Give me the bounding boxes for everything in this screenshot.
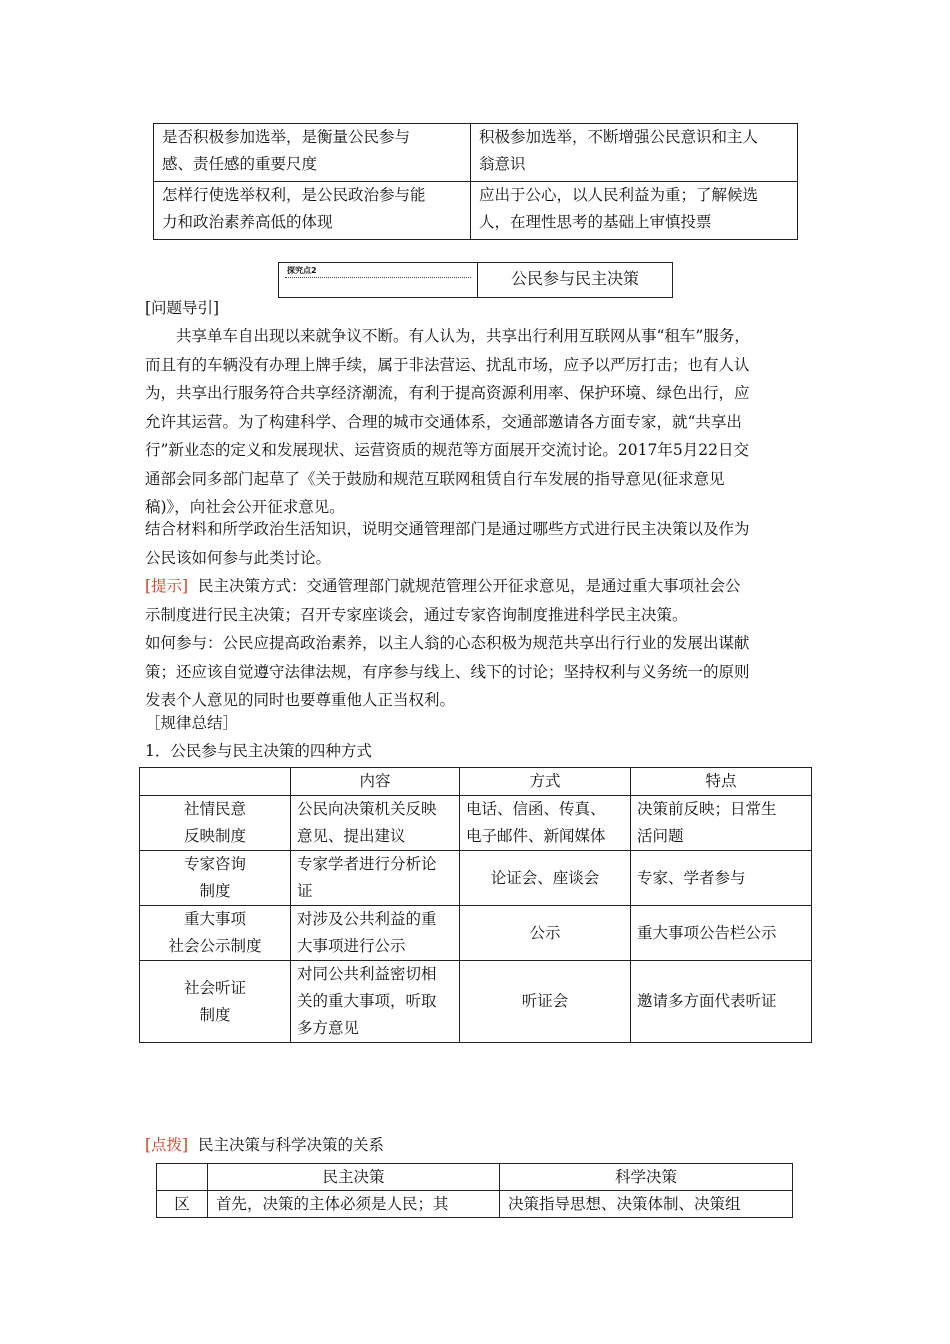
- relation-table: [156, 1163, 793, 1218]
- story-paragraph: 共享单车自出现以来就争议不断。有人认为，共享出行利用互联网从事“租车”服务， 而且有的车辆没有办理上牌手续，属于非法营运、扰乱市场，应予以严厉打击；也有人认 为，共享出行服务符合共享经济潮流，有利于提高资源利用率、保护环境、绿色出行，应 允许其运营。为了构建科学、合理的城市交通体系，交通部邀请各方面专家，就“共享出 行”新业态的定义和发展现状、运营资质的规范等方面展开交流讨论。2017年5月22日交 通部会同多部门起草了《关于鼓励和规范互联网租赁自行车发展的指导意见(征求意见 稿)》，向社会公开征求意见。: [145, 327, 750, 516]
- rule-title: 1．公民参与民主决策的四种方式: [145, 742, 372, 760]
- rule-header: ［规律总结］: [145, 714, 239, 732]
- table-cell: 应出于公心，以人民利益为重；了解候选 人，在理性思考的基础上审慎投票: [471, 182, 798, 240]
- table-row: 重大事项 社会公示制度 对涉及公共利益的重 大事项进行公示 公示 重大事项公告栏公示: [140, 906, 812, 961]
- table-cell: 怎样行使选举权利，是公民政治参与能 力和政治素养高低的体现: [154, 182, 471, 240]
- table-row: 专家咨询 制度 专家学者进行分析论 证 论证会、座谈会 专家、学者参与: [140, 851, 812, 906]
- table-cell: 是否积极参加选举，是衡量公民参与 感、责任感的重要尺度: [154, 124, 471, 182]
- top-table: [153, 123, 798, 240]
- topic-title: 公民参与民主决策: [510, 269, 639, 288]
- table-header-row: 民主决策 科学决策: [157, 1164, 793, 1191]
- table-row: 社会听证 制度 对同公共利益密切相 关的重大事项，听取 多方意见 听证会 邀请多方面代表听证: [140, 961, 812, 1043]
- table-cell: 积极参加选举，不断增强公民意识和主人 翁意识: [471, 124, 798, 182]
- table-row: [154, 182, 798, 240]
- topic-header: [278, 262, 673, 298]
- question-text: 结合材料和所学政治生活知识，说明交通管理部门是通过哪些方式进行民主决策以及作为 公民该如何参与此类讨论。: [145, 520, 750, 567]
- table-row: [154, 124, 798, 182]
- hint-paragraph: [提示] 民主决策方式：交通管理部门就规范管理公开征求意见，是通过重大事项社会公 示制度进行民主决策；召开专家座谈会，通过专家咨询制度推进科学民主决策。: [145, 577, 741, 624]
- table-row: 社情民意 反映制度 公民向决策机关反映 意见、提出建议 电话、信函、传真、 电子邮件、新闻媒体 决策前反映；日常生 活问题: [140, 796, 812, 851]
- table-row: 区 首先，决策的主体必须是人民；其 决策指导思想、决策体制、决策组: [157, 1191, 793, 1218]
- hint-label: [提示]: [145, 577, 189, 595]
- ways-table: [139, 767, 812, 1043]
- tip-label: [点拨]: [145, 1136, 189, 1154]
- table-header-row: 内容 方式 特点: [140, 768, 812, 796]
- tip-line: [145, 1131, 813, 1160]
- tip-title: 民主决策与科学决策的关系: [197, 1136, 384, 1154]
- question-header: [问题导引]: [145, 299, 220, 317]
- participation-paragraph: 如何参与：公民应提高政治素养，以主人翁的心态积极为规范共享出行行业的发展出谋献 策；还应该自觉遵守法律法规，有序参与线上、线下的讨论；坚持权利与义务统一的原则 发表个人意见的同时也要尊重他人正当权利。: [145, 634, 750, 709]
- topic-tag: 探究点2: [279, 263, 478, 297]
